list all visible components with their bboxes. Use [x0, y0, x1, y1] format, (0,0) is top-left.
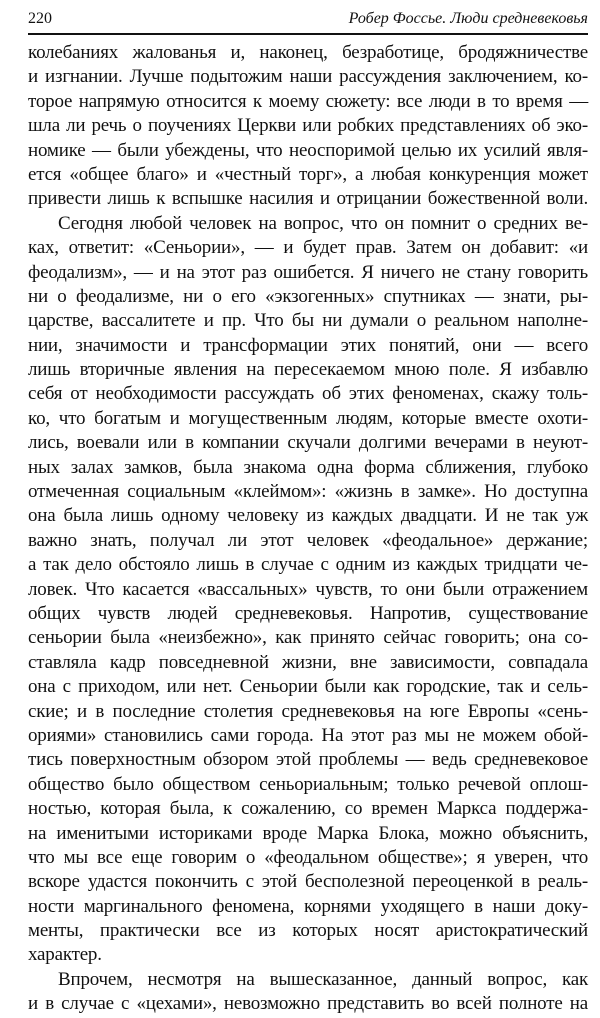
text-line: ности маргинального феномена, корнями уходящего в наши доку- [28, 895, 588, 917]
text-line: себя от необходимости рассуждать об этих феноменах, скажу толь- [28, 383, 588, 405]
text-line: феодализм», — и на этот раз ошибется. Я ничего не стану говорить [28, 261, 588, 283]
text-line: ловек. Что касается «вассальных» чувств, то они были отражением [28, 578, 588, 600]
text-line: важно знать, получал ли этот человек «феодальное» держание; [28, 529, 588, 551]
text-line: Сегодня любой человек на вопрос, что он помнит о средних ве- [58, 212, 588, 234]
text-line: привести лишь к вспышке насилия и отрицании божественной воли. [28, 188, 588, 210]
text-line: колебаниях жалованья и, наконец, безработице, бродяжничестве [28, 42, 588, 63]
text-line: ных залах замков, была знакома одна форма сближения, глубоко [28, 456, 588, 478]
text-line: нии, значимости и трансформации этих понятий, они — всего [28, 334, 588, 356]
text-line: ские; и в последние столетия средневековья на юге Европы «сень- [28, 700, 588, 722]
text-line: сеньории была «неизбежно», как принято сейчас говорить; она со- [28, 627, 588, 649]
text-line: а так дело обстояло лишь в случае с одним из каждых тридцати че- [28, 554, 588, 576]
book-page [28, 0, 588, 1018]
text-line: менты, практически все из которых носят аристократический [28, 920, 588, 942]
text-line: ностью, которая была, к сожалению, со времен Маркса поддержа- [28, 798, 588, 820]
text-line: номике — были убеждены, что неоспоримой целью их усилий явля- [28, 139, 588, 161]
text-line: на именитыми историками вроде Марка Блока, можно объяснить, [28, 822, 588, 844]
text-line: ни о феодализме, ни о его «экзогенных» спутниках — знати, ры- [28, 285, 588, 307]
text-line: царстве, вассалитете и пр. Что бы ни думали о реальном наполне- [28, 310, 588, 332]
paragraph [28, 41, 588, 212]
header-rule [28, 33, 588, 35]
text-line: шла ли речь о поучениях Церкви или робких представлениях об эко- [28, 115, 588, 137]
text-line: и изгнании. Лучше подытожим наши рассуждения заключением, ко- [28, 66, 588, 88]
text-line: отмеченная социальным «клеймом»: «жизнь в замке». Но доступна [28, 481, 588, 503]
text-line: общих чувств людей средневековья. Напротив, существование [28, 602, 588, 624]
text-line: лишь вторичные явления на пересекаемом мною поле. Я избавлю [28, 359, 588, 381]
text-line: вскоре удастся покончить с этой бесполезной переоценкой в реаль- [28, 871, 588, 893]
text-line: лись, воевали или в компании скучали долгими вечерами в неуют- [28, 432, 588, 454]
text-line: ках, ответит: «Сеньории», — и будет прав. Затем он добавит: «и [28, 237, 588, 259]
text-line: ко, что богатым и могущественным людям, которые вместе охоти- [28, 407, 588, 429]
text-line: тись поверхностным обзором этой проблемы — ведь средневековое [28, 749, 588, 771]
text-line: Впрочем, несмотря на вышесказанное, данный вопрос, как [58, 968, 588, 990]
text-line: ется «общее благо» и «честный торг», а любая конкуренция может [28, 163, 588, 185]
text-line: общество было обществом сеньориальным; только речевой оплош- [28, 773, 588, 795]
text-line: торое напрямую относится к моему сюжету: все люди в то время — [28, 90, 588, 112]
paragraph [28, 968, 588, 1017]
text-line: что мы все еще говорим о «феодальном обществе»; я уверен, что [28, 846, 588, 868]
page-header [28, 6, 588, 32]
body-text [28, 41, 588, 1017]
text-line: и в случае с «цехами», невозможно представить во всей полноте на [28, 993, 588, 1015]
text-line: она с приходом, или нет. Сеньории были как городские, так и сель- [28, 676, 588, 698]
text-line: она была лишь одному человеку из каждых двадцати. И не так уж [28, 505, 588, 527]
text-line: ориями» становились сами города. На этот раз мы не можем обой- [28, 724, 588, 746]
text-line: характер. [28, 944, 102, 966]
text-line: ставляла кадр повседневной жизни, вне зависимости, совпадала [28, 651, 588, 673]
page-number: 220 [28, 10, 52, 27]
paragraph [28, 212, 588, 968]
running-title: Робер Фоссье. Люди средневековья [348, 10, 588, 27]
